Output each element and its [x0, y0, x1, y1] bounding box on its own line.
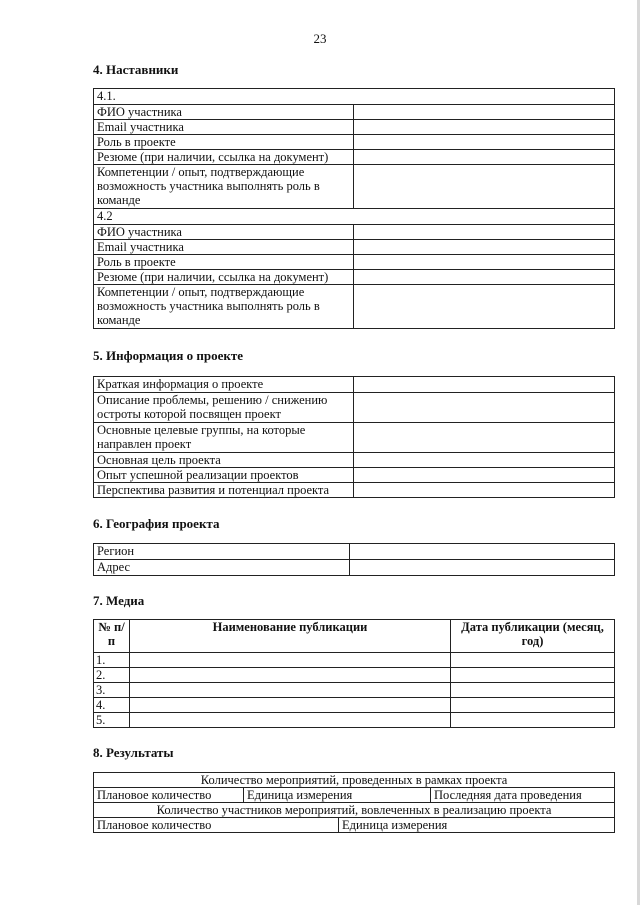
row-number: 2.: [94, 668, 130, 683]
table-row: [94, 653, 615, 668]
table-row: [94, 393, 615, 423]
address-label: Адрес: [94, 560, 350, 576]
table-row: [94, 377, 615, 393]
region-label: Регион: [94, 544, 350, 560]
results-table: [93, 772, 615, 833]
header-num: № п/п: [94, 620, 130, 653]
field-value-cell[interactable]: [354, 393, 615, 423]
events-count-header: Количество мероприятий, проведенных в рамках проекта: [94, 773, 615, 788]
publication-date-cell[interactable]: [451, 698, 615, 713]
field-value-cell[interactable]: [354, 285, 615, 329]
publication-date-cell[interactable]: [451, 683, 615, 698]
region-value-cell[interactable]: [350, 544, 615, 560]
participants-count-header: Количество участников мероприятий, вовлеченных в реализацию проекта: [94, 803, 615, 818]
field-value-cell[interactable]: [354, 423, 615, 453]
table-row: [94, 713, 615, 728]
field-label: Компетенции / опыт, подтверждающие возможность участника выполнять роль в команде: [94, 285, 354, 329]
table-row: [94, 668, 615, 683]
participants-columns-row: [94, 818, 615, 833]
field-label: Опыт успешной реализации проектов: [94, 468, 354, 483]
publication-name-cell[interactable]: [130, 668, 451, 683]
mentor-2-number: 4.2: [94, 209, 615, 225]
table-row: [94, 105, 615, 120]
events-unit: Единица измерения: [244, 788, 431, 803]
table-row: [94, 240, 615, 255]
mentor-1-number: 4.1.: [94, 89, 615, 105]
table-row: [94, 225, 615, 240]
row-number: 1.: [94, 653, 130, 668]
publication-name-cell[interactable]: [130, 653, 451, 668]
field-label: Резюме (при наличии, ссылка на документ): [94, 270, 354, 285]
field-label: Перспектива развития и потенциал проекта: [94, 483, 354, 498]
field-value-cell[interactable]: [354, 468, 615, 483]
table-row: [94, 453, 615, 468]
field-label: Email участника: [94, 120, 354, 135]
field-value-cell[interactable]: [354, 240, 615, 255]
publication-name-cell[interactable]: [130, 713, 451, 728]
field-label: Основная цель проекта: [94, 453, 354, 468]
field-label: Основные целевые группы, на которые направлен проект: [94, 423, 354, 453]
field-label: ФИО участника: [94, 225, 354, 240]
section-6-title: 6. География проекта: [93, 516, 220, 531]
section-4-title: 4. Наставники: [93, 62, 179, 77]
table-row: [94, 683, 615, 698]
table-row: [94, 150, 615, 165]
table-row: [94, 165, 615, 209]
table-row: [94, 698, 615, 713]
media-table: [93, 619, 615, 728]
field-value-cell[interactable]: [354, 377, 615, 393]
field-label: Резюме (при наличии, ссылка на документ): [94, 150, 354, 165]
field-value-cell[interactable]: [354, 150, 615, 165]
mentors-table: [93, 88, 615, 329]
field-label: Роль в проекте: [94, 135, 354, 150]
mentor-1-number-row: [94, 89, 615, 105]
row-number: 5.: [94, 713, 130, 728]
publication-date-cell[interactable]: [451, 653, 615, 668]
field-label: Email участника: [94, 240, 354, 255]
publication-name-cell[interactable]: [130, 683, 451, 698]
table-row: [94, 483, 615, 498]
mentor-2-number-row: [94, 209, 615, 225]
publication-name-cell[interactable]: [130, 698, 451, 713]
field-label: Описание проблемы, решению / снижению остроты которой посвящен проект: [94, 393, 354, 423]
table-row: [94, 135, 615, 150]
field-value-cell[interactable]: [354, 270, 615, 285]
table-row: [94, 120, 615, 135]
address-value-cell[interactable]: [350, 560, 615, 576]
participants-header-row: [94, 803, 615, 818]
events-planned-count: Плановое количество: [94, 788, 244, 803]
field-value-cell[interactable]: [354, 483, 615, 498]
row-number: 4.: [94, 698, 130, 713]
field-label: ФИО участника: [94, 105, 354, 120]
table-row: [94, 423, 615, 453]
table-row: [94, 544, 615, 560]
field-value-cell[interactable]: [354, 120, 615, 135]
participants-unit: Единица измерения: [339, 818, 615, 833]
geography-table: [93, 543, 615, 576]
field-value-cell[interactable]: [354, 453, 615, 468]
field-value-cell[interactable]: [354, 165, 615, 209]
events-columns-row: [94, 788, 615, 803]
row-number: 3.: [94, 683, 130, 698]
field-label: Краткая информация о проекте: [94, 377, 354, 393]
field-label: Роль в проекте: [94, 255, 354, 270]
page-number: 23: [313, 31, 327, 46]
media-header-row: [94, 620, 615, 653]
field-value-cell[interactable]: [354, 225, 615, 240]
section-8-title: 8. Результаты: [93, 745, 174, 760]
section-7-title: 7. Медиа: [93, 593, 145, 608]
header-publication-date: Дата публикации (месяц, год): [451, 620, 615, 653]
field-value-cell[interactable]: [354, 105, 615, 120]
table-row: [94, 468, 615, 483]
header-publication-name: Наименование публикации: [130, 620, 451, 653]
publication-date-cell[interactable]: [451, 668, 615, 683]
section-5-title: 5. Информация о проекте: [93, 348, 244, 363]
events-header-row: [94, 773, 615, 788]
table-row: [94, 560, 615, 576]
participants-planned-count: Плановое количество: [94, 818, 339, 833]
table-row: [94, 270, 615, 285]
project-info-table: [93, 376, 615, 498]
table-row: [94, 255, 615, 270]
events-last-date: Последняя дата проведения: [431, 788, 615, 803]
table-row: [94, 285, 615, 329]
publication-date-cell[interactable]: [451, 713, 615, 728]
field-value-cell[interactable]: [354, 135, 615, 150]
field-value-cell[interactable]: [354, 255, 615, 270]
field-label: Компетенции / опыт, подтверждающие возможность участника выполнять роль в команде: [94, 165, 354, 209]
